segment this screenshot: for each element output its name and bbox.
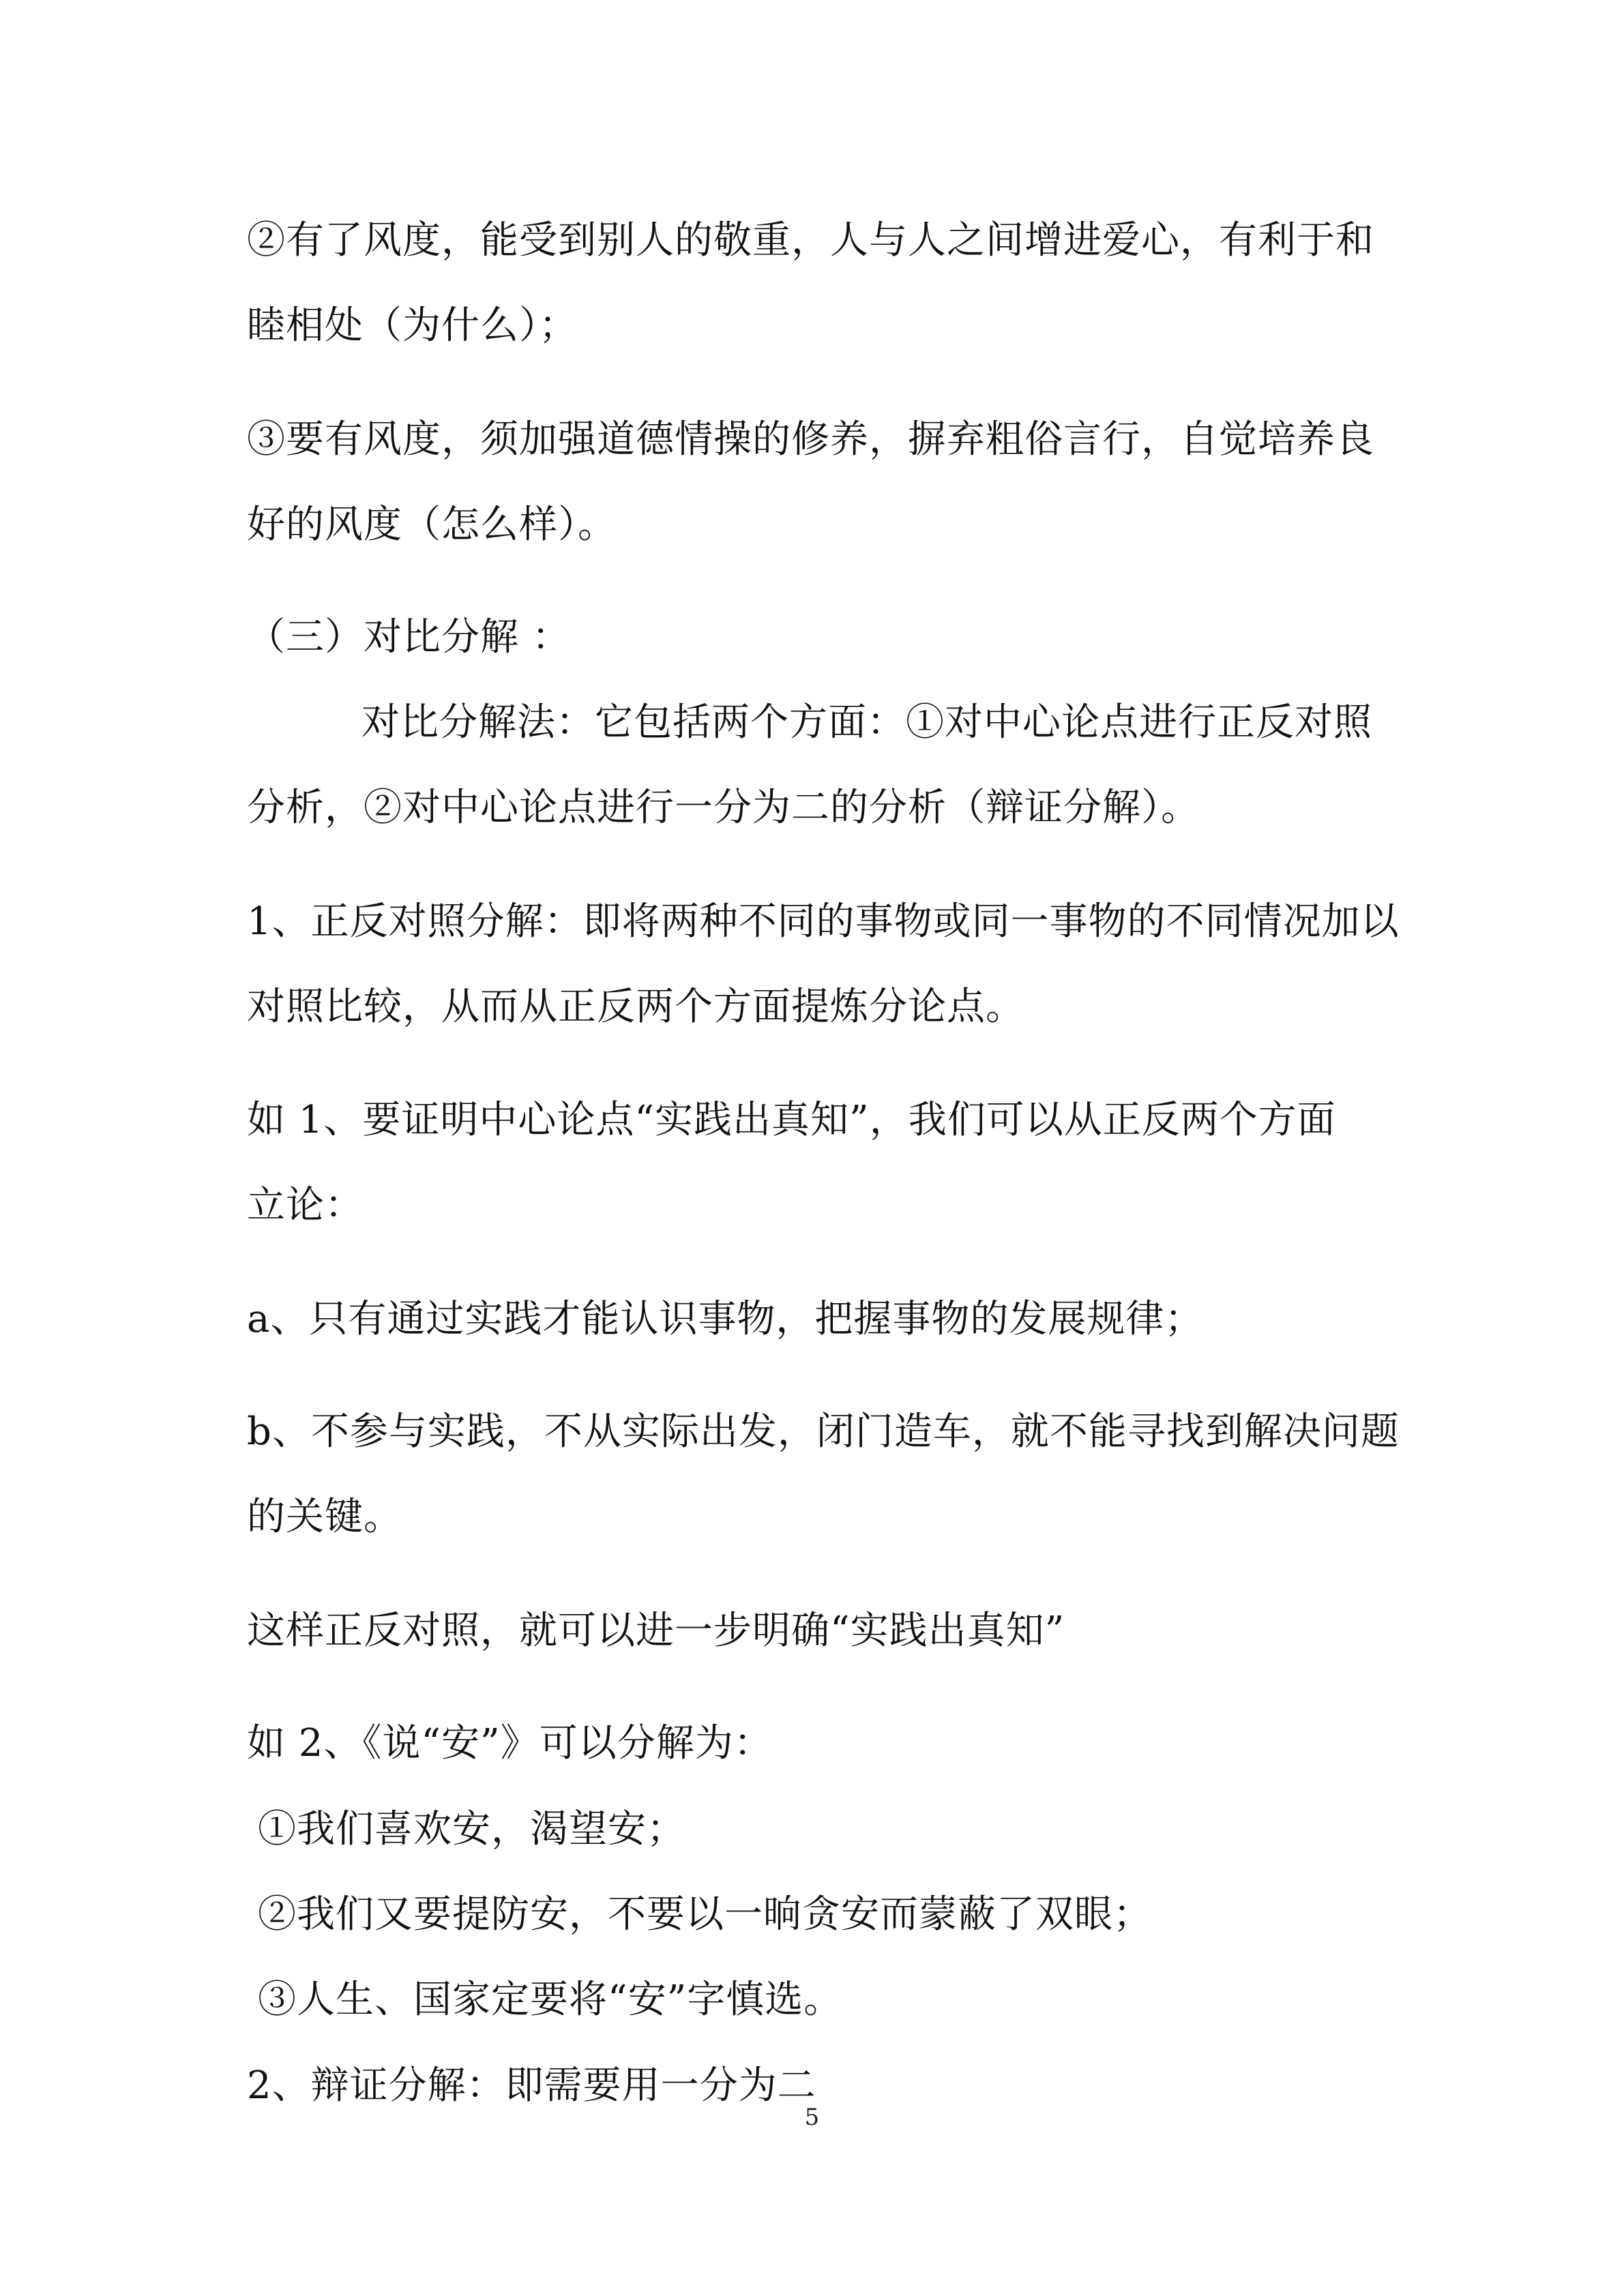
- text-line: 这样正反对照，就可以进一步明确“实践出真知”: [247, 1609, 1065, 1653]
- text-line: ②有了风度，能受到别人的敬重，人与人之间增进爱心，有利于和: [247, 218, 1374, 263]
- list-item: ①我们喜欢安，渴望安；: [258, 1807, 685, 1851]
- text-line: 好的风度（怎么样）。: [247, 503, 617, 547]
- list-item: ②我们又要提防安，不要以一晌贪安而蒙蔽了双眼；: [258, 1892, 1152, 1937]
- text-line: b、不参与实践，不从实际出发，闭门造车，就不能寻找到解决问题: [247, 1410, 1400, 1454]
- text-line: 睦相处（为什么）；: [247, 303, 578, 348]
- text-line: 1、正反对照分解：即将两种不同的事物或同一事物的不同情况加以: [247, 899, 1400, 944]
- text-line: 对照比较，从而从正反两个方面提炼分论点。: [247, 985, 1024, 1029]
- text-line: 如 2、《说“安”》可以分解为：: [247, 1721, 773, 1765]
- text-line: 如 1、要证明中心论点“实践出真知”，我们可以从正反两个方面: [247, 1098, 1336, 1142]
- section-heading: （三）对比分解 ：: [247, 615, 571, 659]
- text-line: 的关键。: [247, 1495, 402, 1539]
- text-line: 立论：: [247, 1183, 364, 1227]
- text-line: 对比分解法：它包括两个方面：①对中心论点进行正反对照: [361, 700, 1372, 745]
- text-line: ③要有风度，须加强道德情操的修养，摒弃粗俗言行，自觉培养良: [247, 417, 1374, 462]
- text-line: a、只有通过实践才能认识事物，把握事物的发展规律；: [247, 1297, 1204, 1341]
- text-line: 2、辩证分解：即需要用一分为二: [247, 2063, 816, 2108]
- page-number: 5: [804, 2104, 820, 2131]
- list-item: ③人生、国家定要将“安”字慎选。: [258, 1978, 843, 2022]
- text-line: 分析，②对中心论点进行一分为二的分析（辩证分解）。: [247, 786, 1200, 830]
